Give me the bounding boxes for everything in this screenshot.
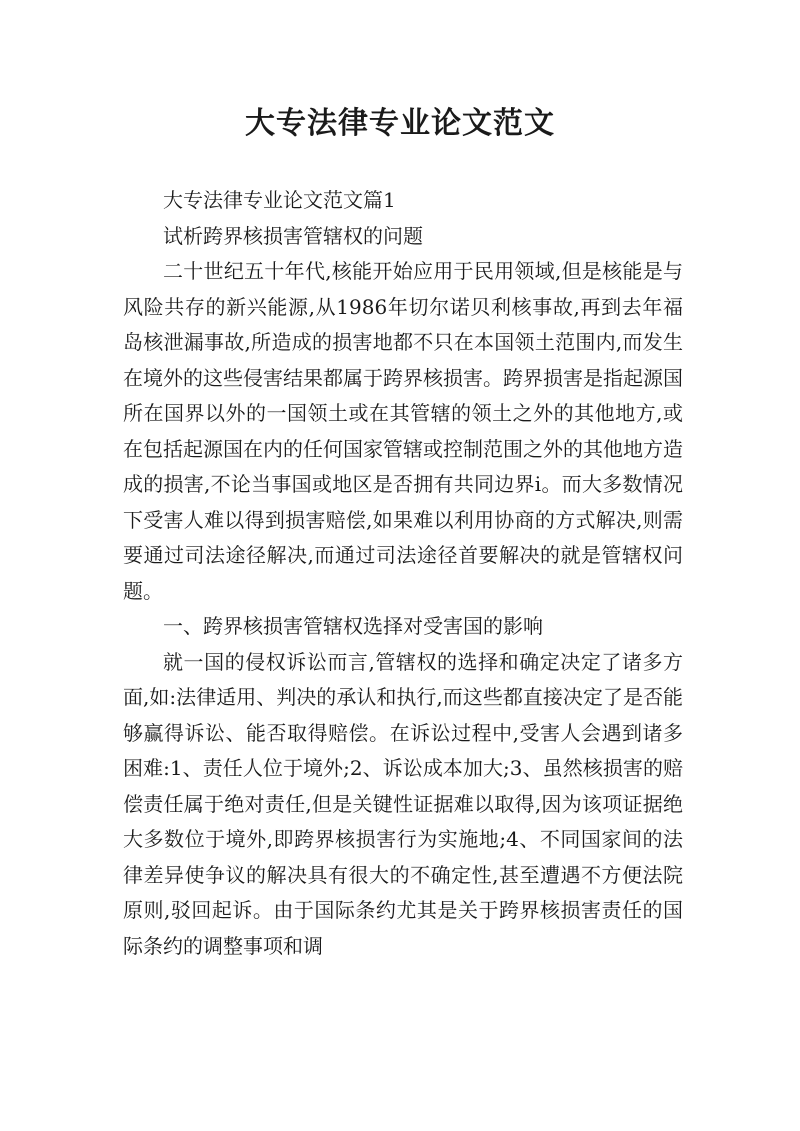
paragraph: 二十世纪五十年代,核能开始应用于民用领域,但是核能是与风险共存的新兴能源,从1986年切尔诺贝利核事故,再到去年福岛核泄漏事故,所造成的损害地都不只在本国领土范围内,而发生在境外的这些侵害结果都属于跨界核损害。跨界损害是指起源国所在国界以外的一国领土或在其管辖的领土之外的其他地方,或在包括起源国在内的任何国家管辖或控制范围之外的其他地方造成的损害,不论当事国或地区是否拥有共同边界i。而大多数情况下受害人难以得到损害赔偿,如果难以利用协商的方式解决,则需要通过司法途径解决,而通过司法途径首要解决的就是管辖权问题。 (123, 259, 683, 603)
subsection-heading: 一、跨界核损害管辖权选择对受害国的影响 (163, 614, 543, 638)
document-body (123, 183, 683, 964)
document-title: 大专法律专业论文范文 (245, 106, 555, 141)
paragraph: 就一国的侵权诉讼而言,管辖权的选择和确定决定了诸多方面,如:法律适用、判决的承认和执行,而这些都直接决定了是否能够赢得诉讼、能否取得赔偿。在诉讼过程中,受害人会遇到诸多困难:1、责任人位于境外;2、诉讼成本加大;3、虽然核损害的赔偿责任属于绝对责任,但是关键性证据难以取得,因为该项证据绝大多数位于境外,即跨界核损害行为实施地;4、不同国家间的法律差异使争议的解决具有很大的不确定性,甚至遭遇不方便法院原则,驳回起诉。由于国际条约尤其是关于跨界核损害责任的国际条约的调整事项和调 (123, 649, 683, 958)
article-title: 试析跨界核损害管辖权的问题 (163, 223, 423, 248)
section-heading: 大专法律专业论文范文篇1 (163, 188, 396, 212)
